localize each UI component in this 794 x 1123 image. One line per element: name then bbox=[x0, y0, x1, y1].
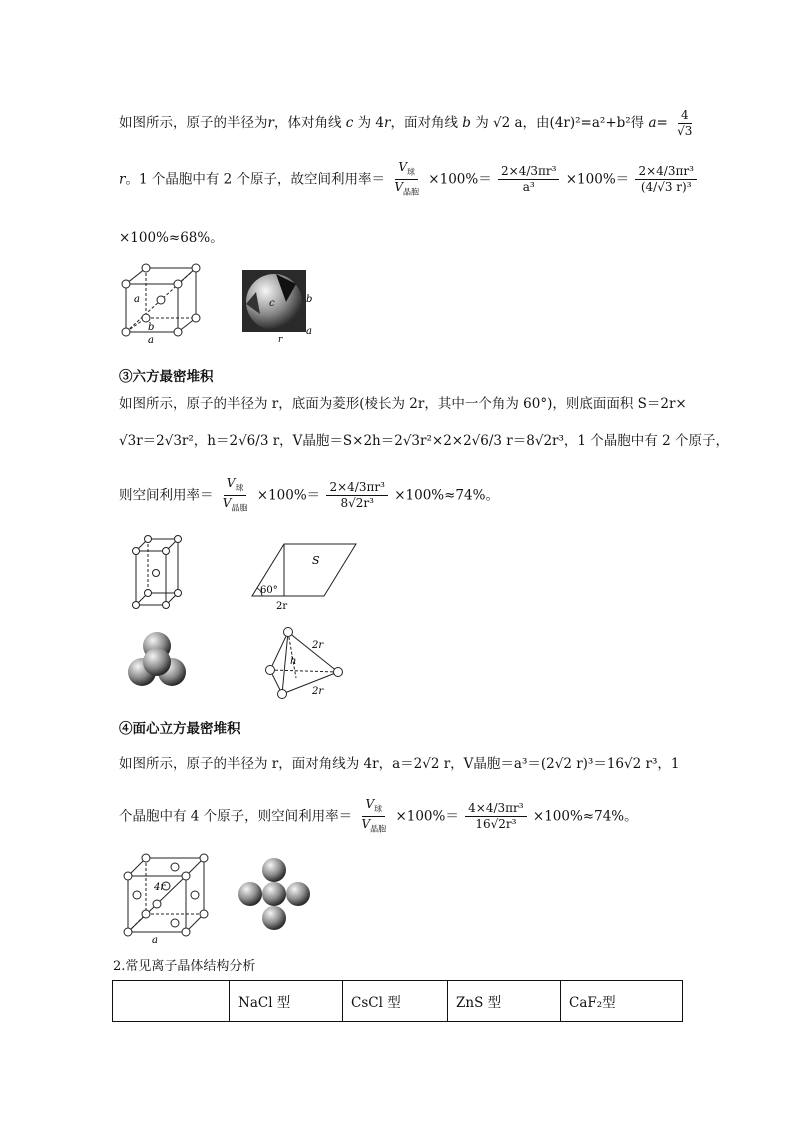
v-ball-v: V bbox=[398, 160, 407, 174]
fcc-label-a: a bbox=[152, 935, 158, 944]
tetra-label-2r-bottom: 2r bbox=[312, 686, 324, 697]
bcc-intro-text: 如图所示，原子的半径为 bbox=[119, 115, 268, 131]
table-cell: CsCl 型 bbox=[343, 981, 448, 1022]
fcc-spheres-figure bbox=[238, 856, 310, 930]
bcc-line2-text: 。1 个晶胞中有 2 个原子，故空间利用率＝ bbox=[125, 171, 386, 188]
v-ball-sub: 球 bbox=[407, 167, 415, 177]
hcp-v-ratio bbox=[220, 476, 251, 516]
fcc-num: 4×4/3πr³ bbox=[465, 801, 526, 817]
fcc-v-ball bbox=[362, 797, 385, 817]
right-den: (4/√3 r)³ bbox=[640, 180, 692, 195]
sphere-label-c: c bbox=[269, 298, 275, 309]
fcc-cube-figure bbox=[120, 852, 216, 944]
fcc-result: ×100%≈74%。 bbox=[532, 808, 638, 825]
hcp-v-cell bbox=[220, 496, 251, 515]
fcc-v-ratio bbox=[358, 797, 389, 837]
fcc-v-sub: 球 bbox=[374, 804, 383, 814]
fcc-heading: ④面心立方最密堆积 bbox=[119, 721, 241, 737]
body-diag-value: 为 4 bbox=[357, 115, 385, 131]
a-equals: a= bbox=[648, 115, 668, 131]
rhombus-label-s: S bbox=[312, 554, 320, 567]
mid-den: a³ bbox=[522, 180, 535, 195]
hcp-v2-sub: 晶胞 bbox=[231, 503, 248, 513]
hcp-result: ×100%≈74%。 bbox=[394, 487, 499, 504]
var-c: c bbox=[345, 115, 354, 131]
sphere-label-r: r bbox=[278, 335, 283, 344]
bcc-cube-figure bbox=[118, 262, 210, 344]
hcp-v2: V bbox=[222, 496, 232, 511]
ionic-heading: 2.常见离子晶体结构分析 bbox=[113, 959, 256, 974]
v-ratio bbox=[391, 160, 422, 200]
face-diag-text: ，面对角线 bbox=[390, 115, 458, 131]
fcc-line-1: 如图所示，原子的半径为 r，面对角线为 4r，a＝2√2 r，V晶胞＝a³＝(2√2 r)³＝16√2 r³，1 bbox=[119, 756, 680, 772]
fcc-times: ×100%＝ bbox=[395, 808, 459, 825]
tetra-label-2r-top: 2r bbox=[312, 640, 324, 651]
mid-fraction bbox=[498, 164, 559, 195]
hcp-num: 2×4/3πr³ bbox=[326, 480, 387, 496]
hcp-v: V bbox=[226, 476, 236, 490]
bcc-sphere-figure bbox=[236, 262, 316, 344]
hcp-line-1: 如图所示，原子的半径为 r，底面为菱形(棱长为 2r，其中一个角为 60°)，则底面面积 S＝2r× bbox=[119, 396, 687, 412]
sphere-label-a: a bbox=[306, 326, 312, 337]
fcc-den: 16√2r³ bbox=[475, 817, 517, 832]
table-cell: NaCl 型 bbox=[230, 981, 343, 1022]
sphere-label-b: b bbox=[306, 294, 313, 305]
hcp-prism-figure bbox=[128, 535, 188, 613]
right-num: 2×4/3πr³ bbox=[635, 164, 696, 180]
hcp-line-2: √3r＝2√3r²，h＝2√6/3 r，V晶胞＝S×2h＝2√3r²×2×2√6/3 r＝8√2r³，1 个晶胞中有 2 个原子， bbox=[119, 433, 729, 449]
ionic-table bbox=[112, 980, 683, 1022]
hcp-line-3 bbox=[119, 476, 499, 516]
fcc-line-2 bbox=[119, 797, 638, 837]
var-r-start: r bbox=[119, 171, 126, 188]
frac-den: √3 bbox=[677, 124, 693, 138]
body-diag-text: ，体对角线 bbox=[273, 115, 342, 131]
hcp-tetrahedron-figure bbox=[260, 624, 350, 702]
hcp-times: ×100%＝ bbox=[256, 487, 321, 504]
fig-label-b: b bbox=[148, 322, 155, 333]
fcc-v-cell bbox=[358, 817, 389, 836]
fcc-util-text: 个晶胞中有 4 个原子，则空间利用率＝ bbox=[119, 808, 353, 825]
four-over-root3 bbox=[674, 108, 695, 139]
table-cell: ZnS 型 bbox=[448, 981, 561, 1022]
hcp-v-sub: 球 bbox=[235, 483, 244, 493]
bcc-line-1 bbox=[119, 108, 697, 139]
var-r-2: r bbox=[384, 115, 391, 131]
hcp-v-ball bbox=[224, 476, 247, 496]
hcp-spheres-figure bbox=[124, 630, 190, 692]
rhombus-angle: 60° bbox=[260, 585, 278, 596]
v-cell-v: V bbox=[394, 180, 403, 195]
var-b: b bbox=[462, 115, 471, 131]
v-cell bbox=[391, 180, 422, 199]
hcp-rhombus-figure bbox=[248, 540, 360, 612]
fcc-v: V bbox=[365, 797, 375, 811]
fcc-v2-sub: 晶胞 bbox=[370, 824, 387, 834]
table-row bbox=[113, 981, 683, 1022]
hcp-den: 8√2r³ bbox=[340, 496, 374, 511]
hcp-heading: ③六方最密堆积 bbox=[119, 369, 214, 385]
bcc-line-2 bbox=[119, 160, 699, 200]
hcp-fraction bbox=[326, 480, 387, 511]
table-cell bbox=[113, 981, 230, 1022]
rhombus-side: 2r bbox=[276, 601, 288, 612]
fig-label-a: a bbox=[134, 294, 140, 305]
table-cell: CaF₂型 bbox=[561, 981, 683, 1022]
v-ball bbox=[395, 160, 418, 180]
frac-num: 4 bbox=[678, 108, 692, 124]
face-diag-value: 为 √2 a，由(4r)²=a²+b²得 bbox=[475, 115, 645, 131]
var-r: r bbox=[267, 115, 274, 131]
v-cell-sub: 晶胞 bbox=[403, 187, 419, 197]
bcc-line-3: ×100%≈68%。 bbox=[119, 230, 224, 246]
fcc-fraction bbox=[465, 801, 526, 832]
hcp-util-text: 则空间利用率＝ bbox=[119, 487, 214, 504]
tetra-label-h: h bbox=[290, 656, 297, 667]
fig-label-a2: a bbox=[148, 335, 154, 344]
fcc-label-4r: 4r bbox=[154, 882, 166, 893]
times-100: ×100%＝ bbox=[428, 171, 492, 188]
times-100-2: ×100%＝ bbox=[565, 171, 630, 188]
fcc-v2: V bbox=[361, 817, 371, 832]
mid-num: 2×4/3πr³ bbox=[498, 164, 559, 180]
right-fraction bbox=[635, 164, 696, 195]
